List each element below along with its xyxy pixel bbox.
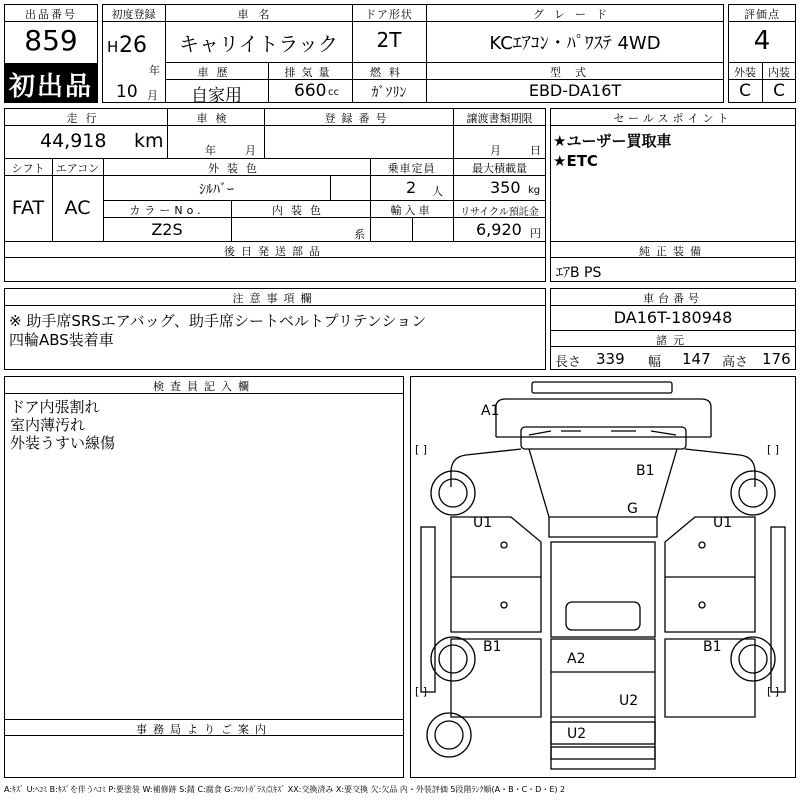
lot-number-label: 出品番号 [25, 8, 77, 21]
mileage-unit: km [134, 130, 164, 152]
damage-mark-u1-left: U1 [473, 515, 493, 531]
caution-line-1: ※ 助手席SRSエアバッグ、助手席シートベルトプリテンション [9, 312, 427, 330]
damage-legend: A:ｷｽﾞ U:ﾍｺﾐ B:ｷｽﾞを伴うﾍｺﾐ P:要塗装 W:補修跡 S:錆 C:腐食 G:ﾌﾛﾝﾄｶﾞﾗｽ点ｷｽﾞ XX:交換済み X:要交換 欠:欠品 内・外装評価 5段階ﾗﾝｸ順(A・B・C・D・E) 2 [4, 785, 566, 794]
year-unit: 年 [149, 64, 160, 77]
car-name-label: 車名 [237, 8, 280, 21]
reg-year: 26 [119, 33, 147, 58]
recycle: 6,920 [476, 220, 522, 239]
month-unit: 月 [147, 89, 158, 102]
score-label: 評価点 [744, 8, 780, 21]
length-label: 長さ [555, 355, 582, 370]
fuel-label: 燃料 [370, 66, 408, 79]
capacity-label: 乗車定員 [387, 162, 436, 175]
fuel: ｶﾞｿﾘﾝ [371, 85, 407, 101]
height-label: 高さ [722, 355, 749, 370]
damage-mark-a1: A1 [481, 403, 500, 419]
reg-month: 10 [116, 82, 138, 102]
inspector-label: 検査員記入欄 [153, 380, 255, 393]
bracket-front-left: [ ] [415, 443, 428, 456]
dims-label: 諸元 [656, 334, 690, 347]
sales-point-2: ★ETC [553, 152, 598, 170]
damage-mark-b1-front: B1 [636, 463, 655, 479]
max-load-label: 最大積載量 [472, 162, 527, 175]
caution-line-2: 四輪ABS装着車 [9, 331, 114, 349]
model: EBD-DA16T [528, 81, 622, 100]
exterior-label: 外装 [734, 66, 756, 79]
office-label: 事務局よりご案内 [136, 723, 272, 736]
shift-label: シフト [11, 162, 45, 175]
import-label: 輸入車 [390, 204, 433, 217]
registration-no-label: 登録番号 [324, 112, 393, 125]
color-no-label: カラーNo. [129, 204, 205, 217]
lot-number: 859 [24, 24, 78, 57]
car-name: キャリイトラック [179, 32, 338, 56]
bracket-front-right: [ ] [767, 443, 780, 456]
damage-mark-g: G [627, 501, 638, 517]
shift: FAT [11, 197, 45, 219]
first-listing-badge: 初出品 [8, 72, 93, 102]
inspection-month-unit: 月 [245, 144, 256, 157]
max-load-unit: kg [528, 185, 541, 196]
interior-label: 内装 [768, 66, 790, 79]
chassis-label: 車台番号 [643, 292, 703, 305]
int-color-unit: 系 [354, 228, 365, 241]
damage-mark-u2-rear: U2 [567, 726, 587, 742]
ext-color-label: 外装色 [208, 162, 265, 175]
era: H [107, 38, 119, 56]
equipment: ｴｱB PS [556, 265, 602, 281]
recycle-unit: 円 [530, 227, 541, 240]
width: 147 [682, 350, 711, 368]
caution-label: 注意事項欄 [232, 292, 318, 305]
transfer-day-unit: 日 [530, 144, 541, 157]
transfer-deadline-label: 譲渡書類期限 [466, 112, 533, 125]
sales-point-1: ★ユーザー買取車 [553, 132, 672, 150]
bracket-rear-right: [ ] [767, 685, 780, 698]
mileage-label: 走行 [66, 112, 105, 125]
length: 339 [596, 350, 625, 368]
later-parts-label: 後日発送部品 [224, 245, 326, 258]
inspection-label: 車検 [196, 112, 235, 125]
damage-mark-b1-left: B1 [483, 639, 502, 655]
inspection-year-unit: 年 [205, 144, 216, 157]
recycle-label: リサイクル預託金 [460, 207, 539, 218]
damage-mark-a2: A2 [567, 651, 586, 667]
bracket-rear-left: [ ] [415, 685, 428, 698]
ext-color: ｼﾙﾊﾞｰ [199, 182, 234, 198]
exterior-score: C [739, 81, 751, 101]
inspector-line-1: ドア内張割れ [10, 398, 100, 416]
capacity: 2 [406, 178, 417, 197]
chassis-number: DA16T-180948 [613, 308, 733, 327]
grade-label: グレード [533, 8, 617, 21]
ac: AC [64, 197, 91, 219]
history-label: 車歴 [197, 66, 236, 79]
inspector-line-2: 室内薄汚れ [10, 416, 86, 434]
ac-label: エアコン [55, 162, 100, 175]
sales-points-label: セールスポイント [613, 112, 733, 125]
history: 自家用 [191, 86, 242, 106]
first-reg-label: 初度登録 [111, 8, 156, 21]
door: 2T [376, 28, 402, 52]
car-diagram [410, 376, 796, 778]
score: 4 [753, 26, 771, 56]
displacement-label: 排気量 [284, 66, 336, 79]
max-load: 350 [490, 178, 521, 197]
width-label: 幅 [648, 355, 662, 370]
damage-mark-u2-bed: U2 [619, 693, 639, 709]
mileage: 44,918 [40, 130, 107, 152]
displacement: 660 [294, 81, 327, 101]
height: 176 [762, 350, 791, 368]
int-color-label: 内装色 [272, 204, 329, 217]
equipment-label: 純正装備 [639, 245, 707, 258]
damage-mark-b1-right: B1 [703, 639, 722, 655]
inspector-line-3: 外装うすい線傷 [10, 434, 116, 452]
damage-mark-u1-right: U1 [713, 515, 733, 531]
color-no: Z2S [151, 220, 183, 239]
model-label: 型式 [550, 66, 600, 79]
door-label: ドア形状 [365, 8, 413, 21]
grade: KCｴｱｺﾝ・ﾊﾟﾜｽﾃ 4WD [489, 33, 661, 54]
capacity-unit: 人 [432, 185, 443, 198]
transfer-month-unit: 月 [490, 144, 501, 157]
displacement-unit: cc [328, 87, 339, 98]
interior-score: C [773, 81, 785, 101]
